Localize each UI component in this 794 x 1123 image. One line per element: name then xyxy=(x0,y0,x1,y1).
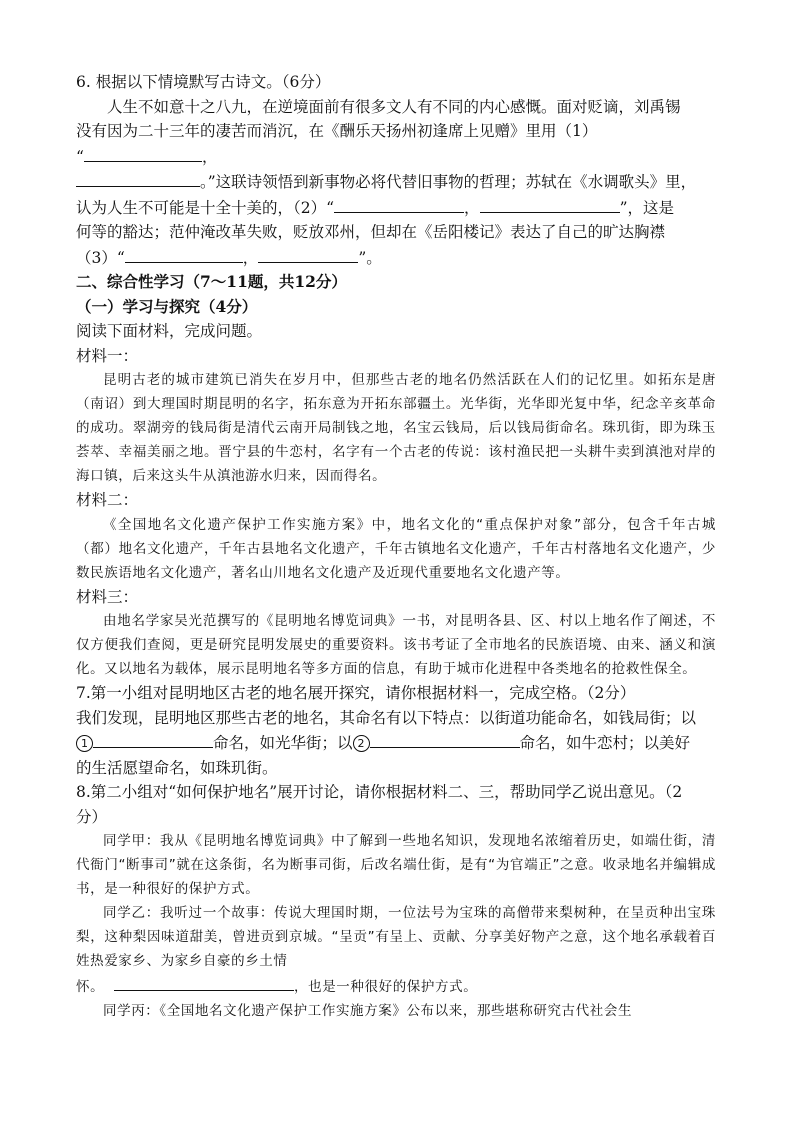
section-2-title: 二、综合性学习（7～11题，共12分） xyxy=(76,272,347,291)
q7-title: 7.第一小组对昆明地区古老的地名展开探究，请你根据材料一，完成空格。（2分） xyxy=(76,684,636,702)
material-3-body xyxy=(76,609,716,681)
q6-blank-3a[interactable] xyxy=(125,245,243,263)
q6-text-line-3: “ ， xyxy=(76,144,716,170)
q6-text-line-1: 人生不如意十之八九，在逆境面前有很多文人有不同的内心感慨。面对贬谪，刘禹锡 xyxy=(107,97,681,116)
student-b-answer-line: 怀。 ，也是一种很好的保护方式。 xyxy=(76,973,716,999)
circled-number-1: 1 xyxy=(76,735,93,752)
q6-text-line-5: 认为人生不可能是十全十美的，（2）“ ， ”，这是 xyxy=(76,195,716,221)
q6-text-line-6: 何等的豁达；范仲淹改革失败，贬放邓州，但却在《岳阳楼记》表达了自己的旷达胸襟 xyxy=(76,223,666,241)
q7-blank-2[interactable] xyxy=(370,730,520,748)
q7-blank-1[interactable] xyxy=(93,730,213,748)
material-1-label: 材料一： xyxy=(76,346,139,365)
q6-blank-2b[interactable] xyxy=(480,195,620,213)
material-1-body xyxy=(76,368,716,488)
material-2-body xyxy=(76,513,716,585)
section-2-subtitle: （一）学习与探究（4分） xyxy=(76,296,258,316)
q6-blank-3b[interactable] xyxy=(258,245,358,263)
circled-number-2: 2 xyxy=(353,735,370,752)
q6-blank-1b[interactable] xyxy=(76,169,200,187)
q7-text-line-1: 我们发现，昆明地区那些古老的地名，其命名有以下特点：以街道功能命名，如钱局街；以 xyxy=(76,708,697,727)
material-2-label: 材料二： xyxy=(76,491,139,509)
material-1-text: 昆明古老的城市建筑已消失在岁月中，但那些古老的地名仍然活跃在人们的记忆里。如拓东是唐（南诏）到大理国时期昆明的名字，拓东意为开拓东部疆土。光华街，光华即光复中华，纪念辛亥革命的成功。翠湖旁的钱局街是清代云南开局制钱之地，名宝云钱局，后以钱局街命名。珠玑街，即为珠玉荟萃、幸福美丽之地。晋宁县的牛恋村，名字有一个古老的传说：该村渔民把一头耕牛卖到滇池对岸的海口镇，后来这头牛从滇池游水归来，因而得名。 xyxy=(76,372,716,484)
student-a-text: 同学甲：我从《昆明地名博览词典》中了解到一些地名知识，发现地名浓缩着历史，如端仕街，清代衙门“断事司”就在这条街，名为断事司街，后改名端仕街，是有“为官端正”之意。收录地名并编辑成书，是一种很好的保护方式。 xyxy=(76,833,716,897)
q6-blank-2a[interactable] xyxy=(334,195,464,213)
student-b-text: 同学乙：我听过一个故事：传说大理国时期，一位法号为宝珠的高僧带来梨树种，在呈贡种出宝珠梨，这种梨因味道甜美，曾进贡到京城。“呈贡”有呈上、贡献、分享美好物产之意，这个地名承载着百姓热爱家乡、为家乡自豪的乡土情 xyxy=(76,905,716,969)
section-2-intro: 阅读下面材料，完成问题。 xyxy=(76,322,263,340)
q8-answer-blank[interactable] xyxy=(114,973,294,991)
exam-page xyxy=(76,70,716,1023)
material-2-text: 《全国地名文化遗产保护工作实施方案》中，地名文化的“重点保护对象”部分，包含千年古城（都）地名文化遗产，千年古县地名文化遗产，千年古镇地名文化遗产，千年古村落地名文化遗产，少数民族语地名文化遗产，著名山川地名文化遗产及近现代重要地名文化遗产等。 xyxy=(76,516,716,581)
q6-text-line-4: 。”这联诗领悟到新事物必将代替旧事物的哲理；苏轼在《水调歌头》里， xyxy=(76,169,716,195)
material-3-text: 由地名学家吴光范撰写的《昆明地名博览词典》一书，对昆明各县、区、村以上地名作了阐述，不仅方便我们查阅，更是研究昆明发展史的重要资料。该书考证了全市地名的民族语境、由来、涵义和演化。又以地名为载体，展示昆明地名等多方面的信息，有助于城市化进程中各类地名的抢救性保全。 xyxy=(76,613,716,677)
q8-title-line-1: 8.第二小组对“如何保护地名”展开讨论，请你根据材料二、三，帮助同学乙说出意见。（2 xyxy=(76,783,683,801)
q7-text-line-2: 1 命名，如光华街；以 2 命名，如牛恋村；以美好 xyxy=(76,730,716,756)
q6-text-line-2: 没有因为二十三年的凄苦而消沉，在《酬乐天扬州初逢席上见赠》里用（1） xyxy=(76,122,598,140)
q6-text-line-7: （3）“ ， ”。 xyxy=(76,245,716,271)
q7-text-line-3: 的生活愿望命名，如珠玑街。 xyxy=(76,758,278,777)
student-c-text: 同学丙：《全国地名文化遗产保护工作实施方案》公布以来，那些堪称研究古代社会生 xyxy=(103,1003,633,1019)
material-3-label: 材料三： xyxy=(76,587,139,606)
q6-blank-1a[interactable] xyxy=(84,144,202,162)
q6-title: 6. 根据以下情境默写古诗文。（6分） xyxy=(76,73,331,91)
q8-discussion xyxy=(76,829,716,1023)
q8-title-line-2: 分） xyxy=(76,807,108,826)
